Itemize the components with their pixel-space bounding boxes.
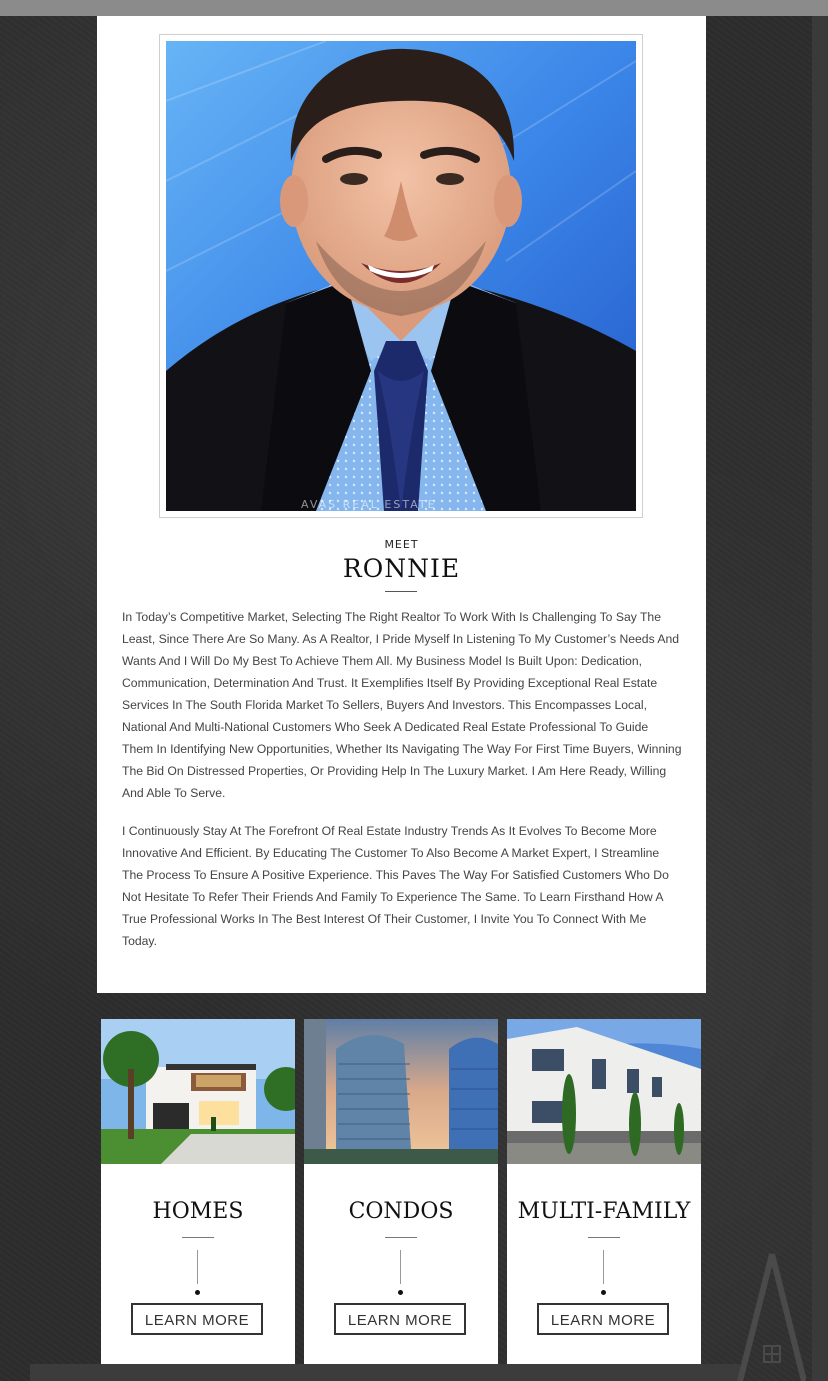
category-divider <box>588 1237 620 1238</box>
category-connector-dot <box>398 1290 403 1295</box>
bio-paragraph: In Today’s Competitive Market, Selecting The Right Realtor To Work With Is Challenging To Say The Least, Since There Are So Many. As A Realtor, I Pride Myself In Listening To My Customer’s Needs And Wants And I Will Do My Best To Achieve Them All. My Business Model Is Built Upon: Dedication, Communication, Determination And Trust. It Exemplifies Itself By Providing Exceptional Real Estate Services In The South Florida Market To Sellers, Buyers And Investors. This Encompasses Local, National And Multi-National Customers Who Seek A Dedicated Real Estate Professional To Guide Them In Identifying New Opportunities, Whether Its Navigating The Way For First Time Buyers, Winning The Bid On Distressed Properties, Or Providing Help In The Luxury Market. I Am Here Ready, Willing And Able To Serve. <box>122 610 682 800</box>
condo-towers-illustration <box>304 1019 498 1164</box>
category-connector-line <box>400 1250 401 1284</box>
homes-image <box>101 1019 295 1164</box>
agency-watermark: AVAS REAL ESTATE <box>301 498 437 511</box>
learn-more-button-condos[interactable]: LEARN MORE <box>334 1303 466 1335</box>
category-divider <box>182 1237 214 1238</box>
agency-logo-icon <box>736 1250 806 1381</box>
agent-bio <box>122 606 682 968</box>
townhouse-illustration <box>507 1019 701 1164</box>
browser-top-bar <box>0 0 828 16</box>
category-connector-dot <box>195 1290 200 1295</box>
agent-profile-card <box>97 16 706 993</box>
category-connector-line <box>197 1250 198 1284</box>
agent-photo-frame <box>159 34 643 518</box>
agent-portrait-illustration <box>166 41 636 511</box>
bio-paragraph: I Continuously Stay At The Forefront Of Real Estate Industry Trends As It Evolves To Become More Innovative And Efficient. By Educating The Customer To Also Become A Market Expert, I Streamline The Process To Ensure A Positive Experience. This Paves The Way For Satisfied Customers Who Do Not Hesitate To Refer Their Friends And Family To Experience The Same. To Learn Firsthand How A True Professional Works In The Best Interest Of Their Customer, I Invite You To Connect With Me Today. <box>122 824 669 948</box>
category-title: HOMES <box>152 1199 244 1224</box>
multi-family-image <box>507 1019 701 1164</box>
category-card-condos <box>304 1019 498 1364</box>
house-illustration <box>101 1019 295 1164</box>
category-title: MULTI-FAMILY <box>517 1199 691 1224</box>
category-connector-line <box>603 1250 604 1284</box>
learn-more-button-multi-family[interactable]: LEARN MORE <box>537 1303 669 1335</box>
footer-ground-band <box>30 1364 740 1381</box>
category-connector-dot <box>601 1290 606 1295</box>
name-divider <box>385 591 417 592</box>
right-edge-strip <box>812 16 828 1381</box>
meet-label: MEET <box>384 538 419 551</box>
condos-image <box>304 1019 498 1164</box>
category-divider <box>385 1237 417 1238</box>
category-card-homes <box>101 1019 295 1364</box>
agent-name: RONNIE <box>342 554 461 583</box>
category-card-multi-family <box>507 1019 701 1364</box>
learn-more-button-homes[interactable]: LEARN MORE <box>131 1303 263 1335</box>
agent-photo <box>166 41 636 511</box>
category-title: CONDOS <box>348 1199 454 1224</box>
